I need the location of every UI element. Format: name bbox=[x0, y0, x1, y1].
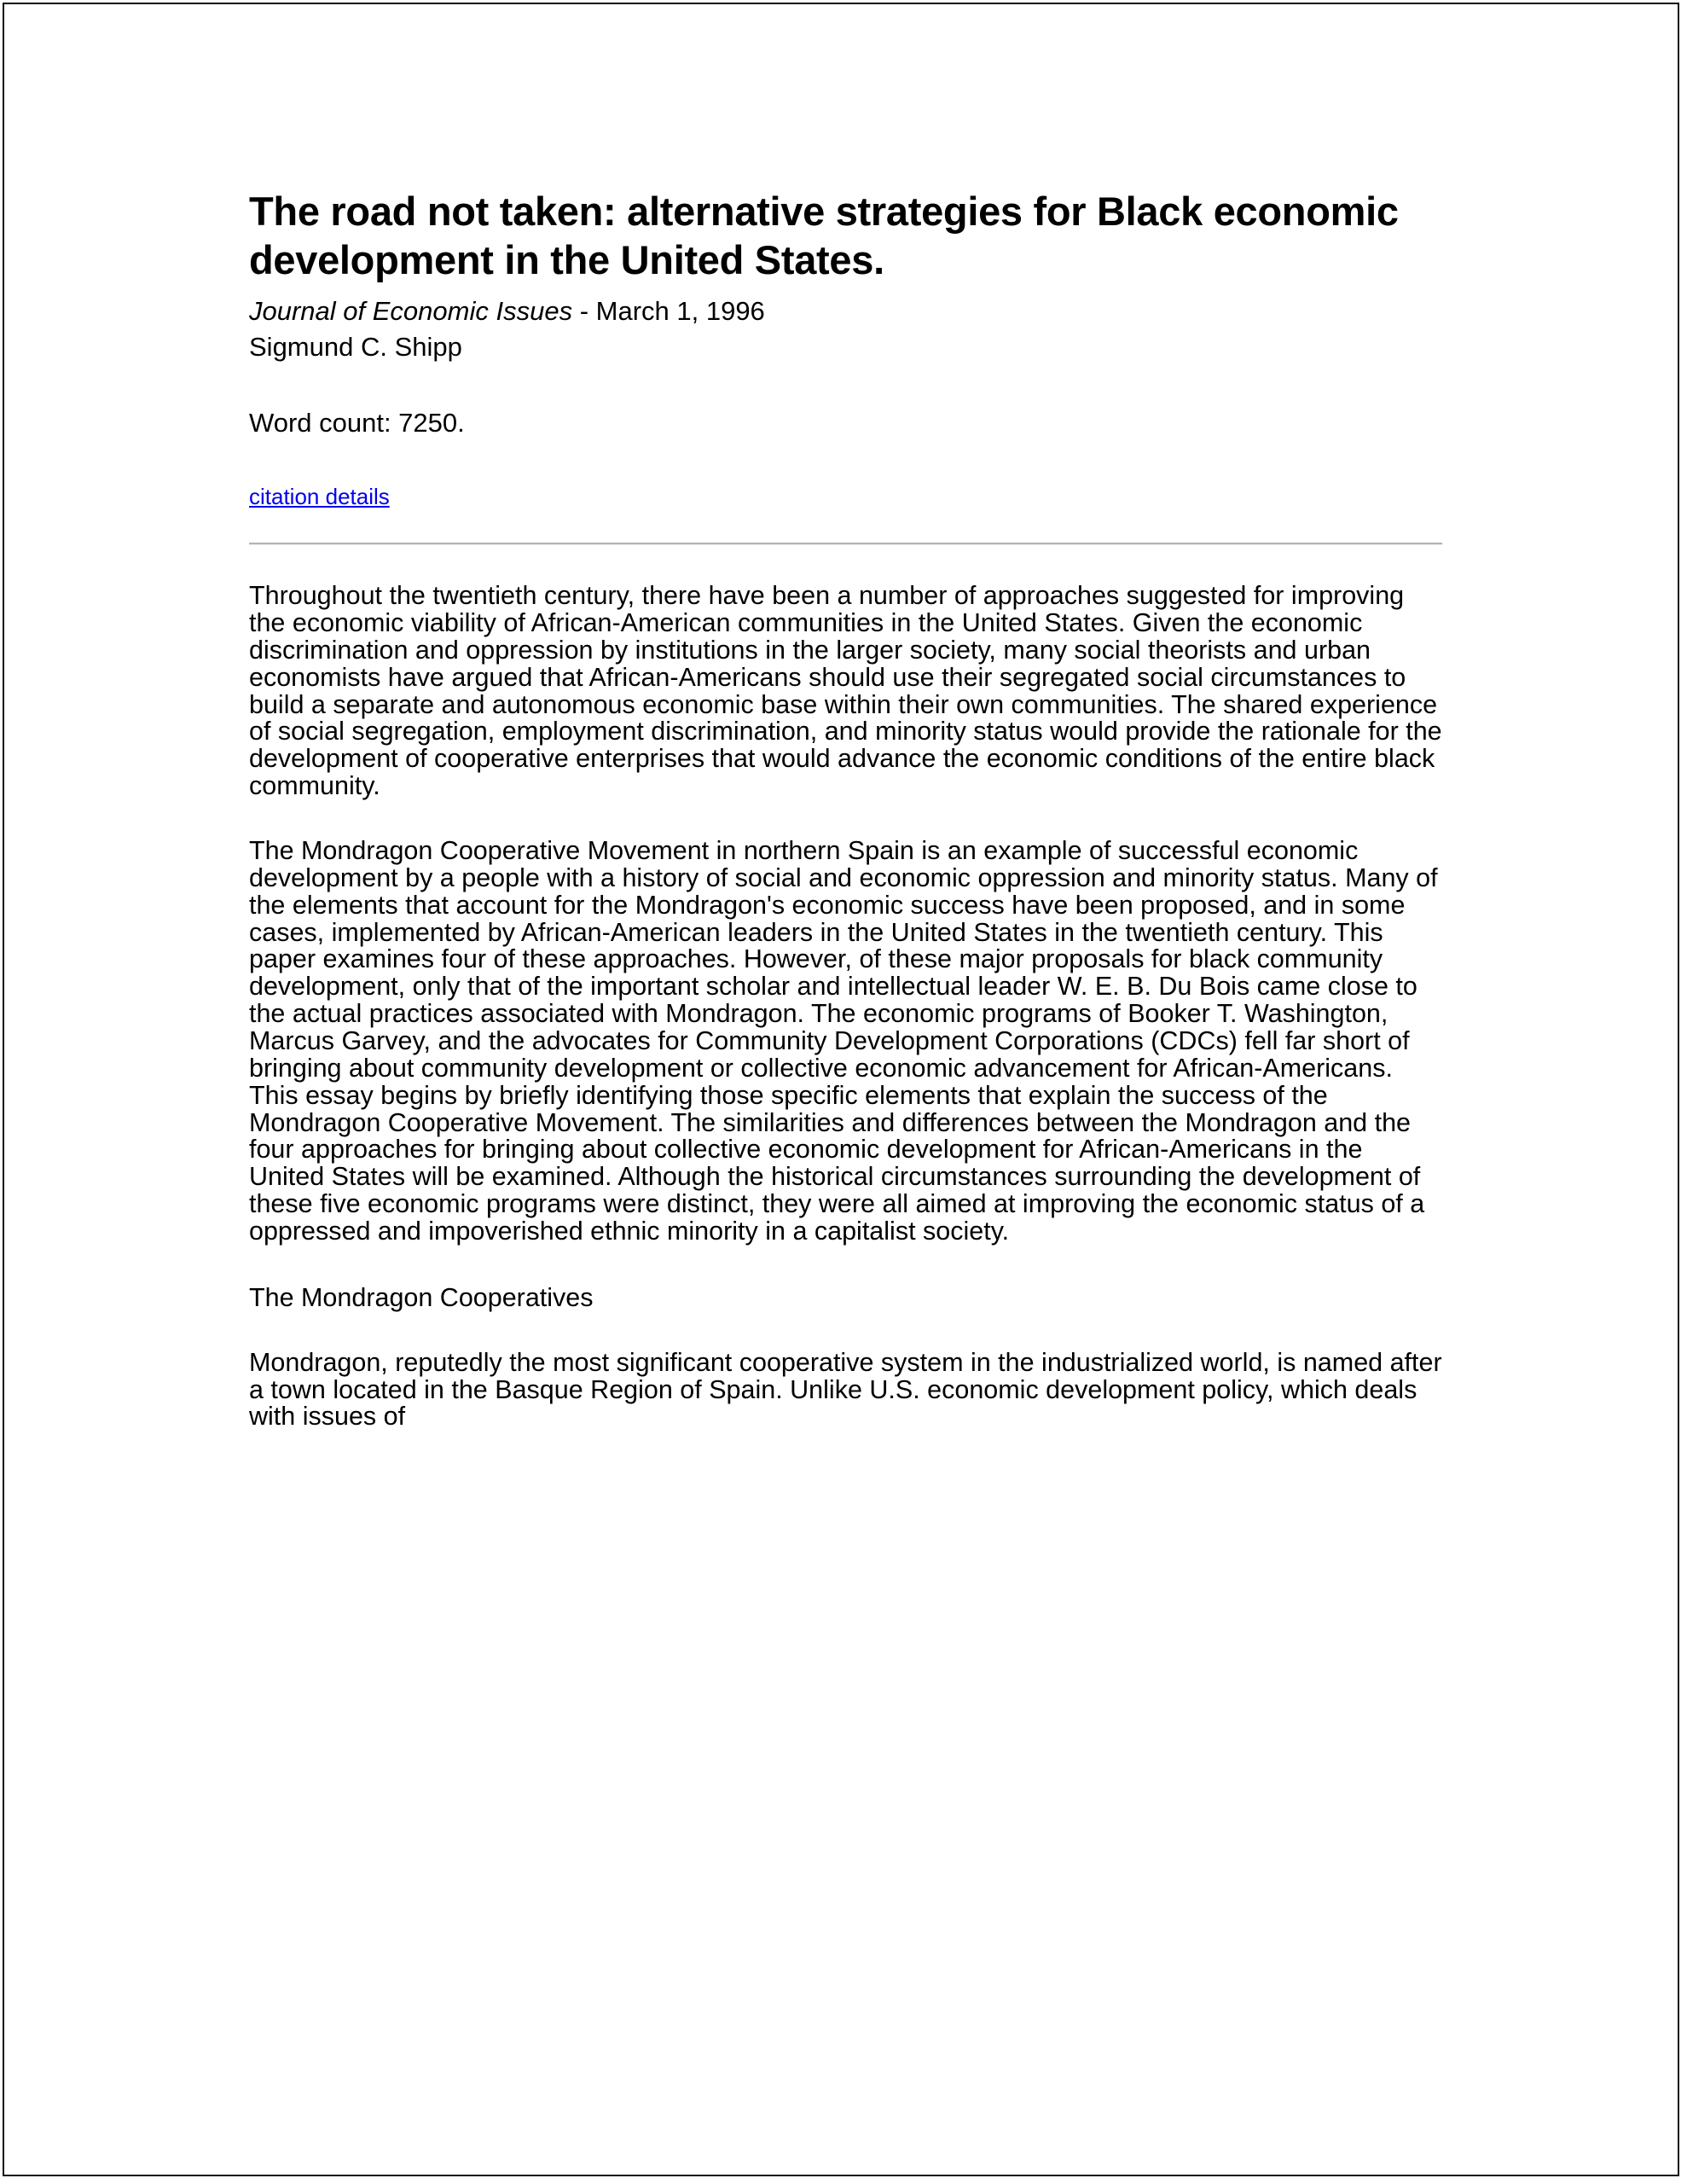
document-body bbox=[249, 545, 1443, 1431]
author-name: Sigmund C. Shipp bbox=[249, 331, 462, 362]
page-frame bbox=[3, 3, 1679, 2176]
body-paragraph: Mondragon, reputedly the most significant cooperative system in the industrialized world, is named after a town located in the Basque Region of Spain. Unlike U.S. economic development policy, which deals with issues of bbox=[249, 1347, 1442, 1432]
journal-name: Journal of Economic Issues bbox=[249, 295, 573, 326]
document-header bbox=[249, 4, 1443, 545]
citation-link-wrap bbox=[249, 441, 1443, 510]
publication-line bbox=[249, 285, 1443, 329]
page-title: The road not taken: alternative strategies for Black economic development in the United States. bbox=[249, 189, 1399, 283]
citation-details-link[interactable]: citation details bbox=[249, 484, 390, 510]
section-heading: The Mondragon Cooperatives bbox=[249, 1282, 594, 1312]
body-paragraph: The Mondragon Cooperative Movement in northern Spain is an example of successful economic development by a people with a history of social and economic oppression and minority status. Many of the elements that account for the Mondragon's economic success have been proposed, and in some cases, implemented by African-American leaders in the United States in the twentieth century. This paper examines four of these approaches. However, of these major proposals for black community development, only that of the important scholar and intellectual leader W. E. B. Du Bois came close to the actual practices associated with Mondragon. The economic programs of Booker T. Washington, Marcus Garvey, and the advocates for Community Development Corporations (CDCs) fell far short of bringing about community development or collective economic advancement for African-Americans. This essay begins by briefly identifying those specific elements that explain the success of the Mondragon Cooperative Movement. The similarities and differences between the Mondragon and the four approaches for bringing about collective economic development for African-Americans in the United States will be examined. Although the historical circumstances surrounding the development of these five economic programs were distinct, they were all aimed at improving the economic status of a oppressed and impoverished ethnic minority in a capitalist society. bbox=[249, 836, 1438, 1246]
body-paragraph: Throughout the twentieth century, there have been a number of approaches suggested for improving the economic viability of African-American communities in the United States. Given the economic discrimination and oppression by institutions in the larger society, many social theorists and urban economists have argued that African-Americans should use their segregated social circumstances to build a separate and autonomous economic base within their own communities. The shared experience of social segregation, employment discrimination, and minority status would provide the rationale for the development of cooperative enterprises that would advance the economic conditions of the entire black community. bbox=[249, 581, 1442, 801]
word-count: Word count: 7250. bbox=[249, 407, 465, 438]
publication-date: - March 1, 1996 bbox=[572, 295, 765, 326]
document-content bbox=[249, 4, 1443, 1431]
